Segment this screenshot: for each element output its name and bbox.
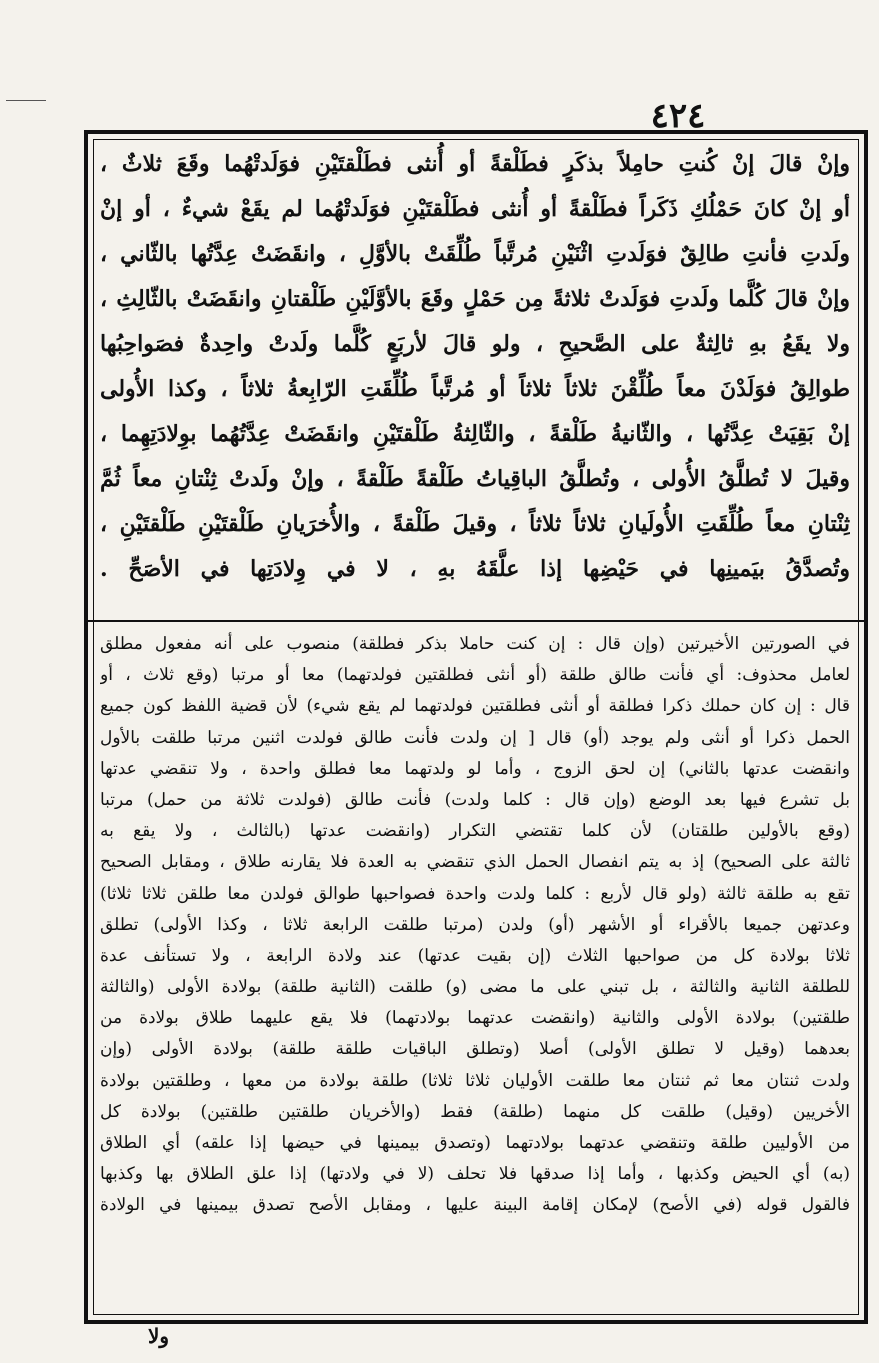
main-text-line: ثِنْتانِ معاً طُلِّقَتِ الأُولَيانِ ثلاثاً ثلاثاً ، وقيلَ طَلْقةً ، والأُخرَيانِ طَلْقتَيْنِ طَلْقتَيْنِ ، [100,511,850,537]
commentary-line: لعامل محذوف: أي فأنت طالق طلقة (أو أنثى فطلقتين فولدتهما) معا أو مرتبا (وقع ثلاث ، أو [100,665,850,686]
main-text-line: طوالِقُ فوَلَدْنَ معاً طُلِّقْنَ ثلاثاً ثلاثاً أو مُرتَّباً طُلِّقَتِ الرّابِعةُ ثلاثاً ، وكذا الأُولى [100,376,850,402]
main-text-block [100,142,850,612]
commentary-line: من الأوليين طلقة وتنقضي عدتهما بولادتهما (وتصدق بيمينها في حيضها إذا علقه) أي الطلاق [100,1133,850,1153]
main-text-line: إنْ بَقِيَتْ عِدَّتُها ، والثّانيةُ طَلْقةً ، والثّالِثةُ طَلْقتَيْنِ وانقَضَتْ عِدَّتُهُما بوِلادَتِهِما ، [100,421,850,447]
commentary-line: الأخريين (وقيل) طلقت كل منهما (طلقة) فقط (والأخريان طلقتين طلقتين) بولادة كل [100,1101,850,1122]
commentary-line: الحمل ذكرا أو أنثى ولم يوجد (أو) قال [ إن ولدت فأنت طالق فولدت اثنين مرتبا طلقت بالأول [100,727,850,748]
main-text-line: وإنْ قالَ كُلَّما ولَدتِ فوَلَدتْ ثلاثةً مِن حَمْلٍ وقَعَ بالأوَّلَيْنِ طَلْقتانِ وانقَضَتْ بالثّالِثِ ، [100,286,850,312]
commentary-line: وانقضت عدتها بالثاني) إن لحق الزوج ، وأما لو ولدتهما معا فطلق واحدة ، ولا تنقضي عدتها [100,758,850,779]
commentary-block [100,629,850,1316]
commentary-line: وعدتهن جميعا بالأقراء أو الأشهر (أو) ولدن (مرتبا طلقت الرابعة ثلاثا ، وكذا الأولى) تطلق [100,914,850,935]
commentary-line [100,1253,850,1284]
commentary-line [100,1222,850,1253]
commentary-line: (به) أي الحيض وكذبها ، وأما إذا صدقها فلا تحلف (لا في ولادتها) إذا علق الطلاق بها وكذبها [100,1164,850,1185]
main-text-line: ولا يقَعُ بهِ ثالِثةٌ على الصَّحيحِ ، ولو قالَ لأربَعٍ كُلَّما ولَدتْ واحِدةٌ فصَواحِبُها [100,331,850,357]
commentary-line: بل تشرع فيها بعد الوضع (وإن قال : كلما ولدت) فأنت طالق (فولدت ثلاثة من حمل) مرتبا [100,789,850,810]
main-text-line: أو إنْ كانَ حَمْلُكِ ذَكَراً فطَلْقةً أو أُنثى فطَلْقتَيْنِ فوَلَدتْهُما لم يقَعْ شيءٌ ، أو إنْ [100,196,850,222]
catchword: ولا [148,1324,170,1348]
commentary-line: ثلاثا بولادة كل من صواحبها الثلاث (إن بقيت عدتها) عند ولادة الرابعة ، ولا تستأنف عدة [100,945,850,966]
main-text-line: وإنْ قالَ إنْ كُنتِ حامِلاً بذكَرٍ فطَلْقةً أو أُنثى فطَلْقتَيْنِ فوَلَدتْهُما وقَعَ ثلاثٌ ، [100,151,850,177]
commentary-line: ولدت ثنتان معا ثم ثنتان معا طلقت الأوليان ثلاثا ثلاثا) طلقة بولادة من معها ، وطلقتين بولادة [100,1070,850,1091]
commentary-line: ثالثة على الصحيح) إذ به يتم انفصال الحمل الذي تنقضي به العدة فلا يقارنه طلاق ، ومقابل الصحيح [100,852,850,873]
page-number: ٤٢٤ [650,96,706,136]
commentary-line: للطلقة الثانية والثالثة ، بل تبني على ما مضى (و) طلقت (الثانية طلقة) بولادة الأولى (والثالثة [100,977,850,998]
main-text-line: ولَدتِ فأنتِ طالِقٌ فوَلَدتِ اثْنَيْنِ مُرتَّباً طُلِّقَتْ بالأوَّلِ ، وانقَضَتْ عِدَّتُها بالثّاني ، [100,241,850,267]
commentary-line: فالقول قوله (في الأصح) لإمكان إقامة البينة عليها ، ومقابل الأصح تصدق بيمينها في الولادة [100,1195,850,1216]
margin-mark [6,100,46,101]
page-frame [84,130,868,1324]
commentary-line: بعدهما (وقيل لا تطلق الأولى) أصلا (وتطلق الباقيات طلقة طلقة) بولادة الأولى (وإن [100,1039,850,1060]
commentary-line: طلقتين) بولادة الأولى والثانية (وانقضت عدتهما بولادتهما) فلا يقع عليهما طلاق بولادة من [100,1008,850,1029]
commentary-line: تقع به طلقة ثالثة (ولو قال لأربع : كلما ولدت واحدة فصواحبها طوالق فولدن معا طلقن ثلاثا ثلاثا) [100,883,850,904]
main-text-line: وتُصدَّقُ بيَمينِها في حَيْضِها إذا علَّقَهُ بهِ ، لا في وِلادَتِها في الأصَحِّ . [100,556,850,582]
commentary-line: (وقع بالأولين طلقتان) لأن كلما تقتضي التكرار (وانقضت عدتها (بالثالث ، ولا يقع به [100,821,850,842]
section-divider [88,620,864,622]
commentary-line: في الصورتين الأخيرتين (وإن قال : إن كنت حاملا بذكر فطلقة) منصوب على أنه مفعول مطلق [100,634,850,654]
main-text-line: وقيلَ لا تُطلَّقُ الأُولى ، وتُطلَّقُ الباقِياتُ طَلْقةً طَلْقةً ، وإنْ ولَدتْ ثِنْتانِ معاً ثُمَّ [100,466,850,492]
commentary-line: قال : إن كان حملك ذكرا فطلقة أو أنثى فطلقتين فولدتهما لم يقع شيء) لأن قضية اللفظ كون جميع [100,696,850,717]
